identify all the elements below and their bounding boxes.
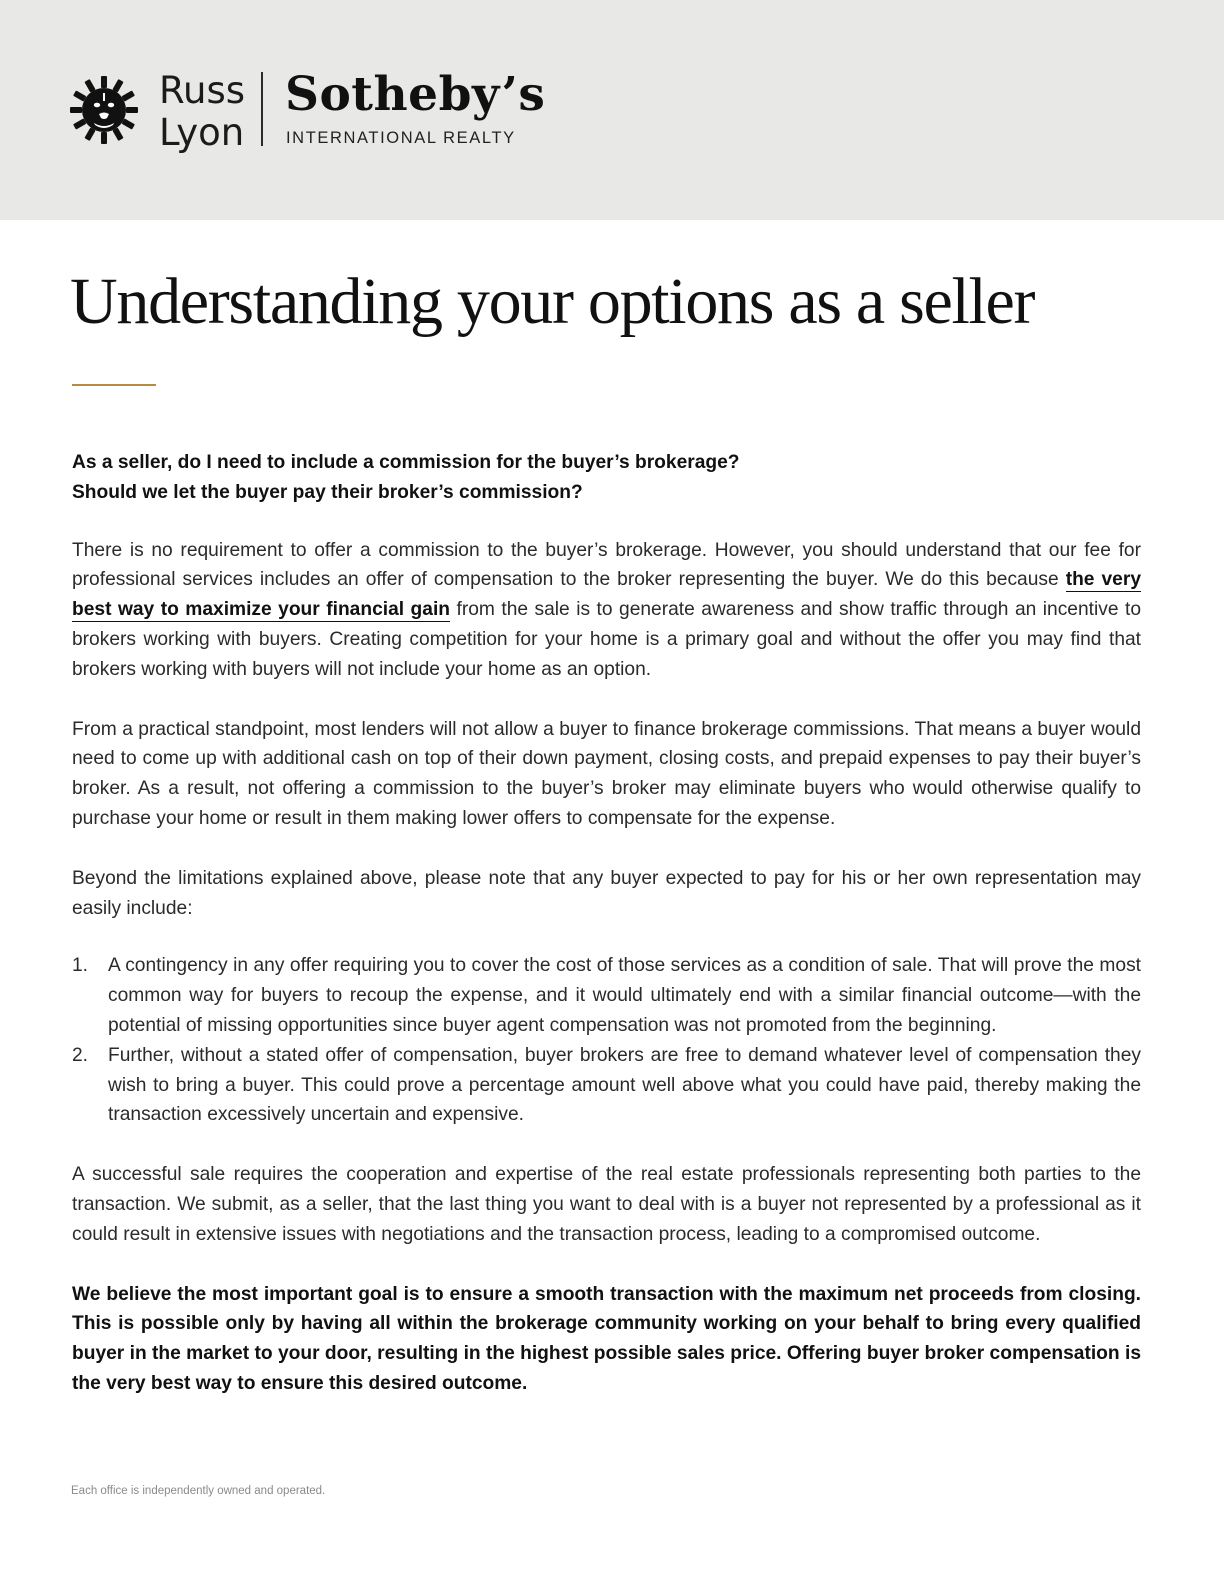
page-title: Understanding your options as a seller [70,265,1035,338]
footnote: Each office is independently owned and operated. [71,1485,326,1497]
page-header [0,0,1224,220]
list-item [72,951,1141,1040]
intro-questions [72,448,1141,508]
paragraph-4: A successful sale requires the cooperation and expertise of the real estate professionals representing both parties to the transaction. We submit, as a seller, that the last thing you want to deal with is a buyer not represented by a professional as it could result in extensive issues with negotiations and the transaction process, leading to a compromised outcome. [72,1164,1141,1245]
logo-divider [261,72,263,146]
document-body [72,448,1141,1429]
accent-rule [72,384,156,386]
brand-sothebys: Sotheby’s [285,67,546,122]
closing-statement: We believe the most important goal is to ensure a smooth transaction with the maximum net proceeds from closing. This is possible only by having all within the brokerage community working on your behalf to bring every qualified buyer in the market to your door, resulting in the highest possible sales price. Offering buyer broker compensation is the very best way to ensure this desired outcome. [72,1283,1141,1394]
lion-emblem-icon [70,76,138,144]
paragraph-1-before-link: There is no requirement to offer a commission to the buyer’s brokerage. However, you should understand that our fee for professional services includes an offer of compensation to the broker representing the buyer. We do this because [72,539,1141,591]
list-item [72,1041,1141,1130]
paragraph-2: From a practical standpoint, most lenders will not allow a buyer to finance brokerage commissions. That means a buyer would need to come up with additional cash on top of their down payment, closing costs, and prepaid expenses to pay their buyer’s broker. As a result, not offering a commission to the buyer’s broker may eliminate buyers who would otherwise qualify to purchase your home or result in them making lower offers to compensate for the expense. [72,718,1141,829]
brand-tagline: INTERNATIONAL REALTY [286,129,516,147]
paragraph-1-after-link: from the sale is to generate awareness and show traffic through an incentive to brokers working with buyers. Creating competition for your home is a primary goal and without the offer you may find that brokers working with buyers will not include your home as an option. [72,599,1141,680]
list-item-text: Further, without a stated offer of compensation, buyer brokers are free to demand whatever level of compensation they wish to bring a buyer. This could prove a percentage amount well above what you could have paid, thereby making the transaction excessively uncertain and expensive. [108,1044,1141,1126]
paragraph-3: Beyond the limitations explained above, please note that any buyer expected to pay for his or her own representation may easily include: [72,867,1141,919]
list-item-number: 2. [72,1044,89,1066]
list-item-text: A contingency in any offer requiring you to cover the cost of those services as a condition of sale. That will prove the most common way for buyers to recoup the expense, and it would ultimately end with a similar financial outcome—with the potential of missing opportunities since buyer agent compensation was not promoted from the beginning. [108,955,1141,1036]
financial-gain-link[interactable]: the very best way to maximize your financial gain [72,569,1141,621]
list-item-number: 1. [72,955,89,977]
brand-russ: Russ [159,69,246,112]
paragraph-1 [72,536,1141,685]
brand-lyon: Lyon [159,111,245,154]
considerations-list [72,951,1141,1130]
question-1: As a seller, do I need to include a commission for the buyer’s brokerage? [72,452,740,473]
question-2: Should we let the buyer pay their broker’s commission? [72,481,583,503]
